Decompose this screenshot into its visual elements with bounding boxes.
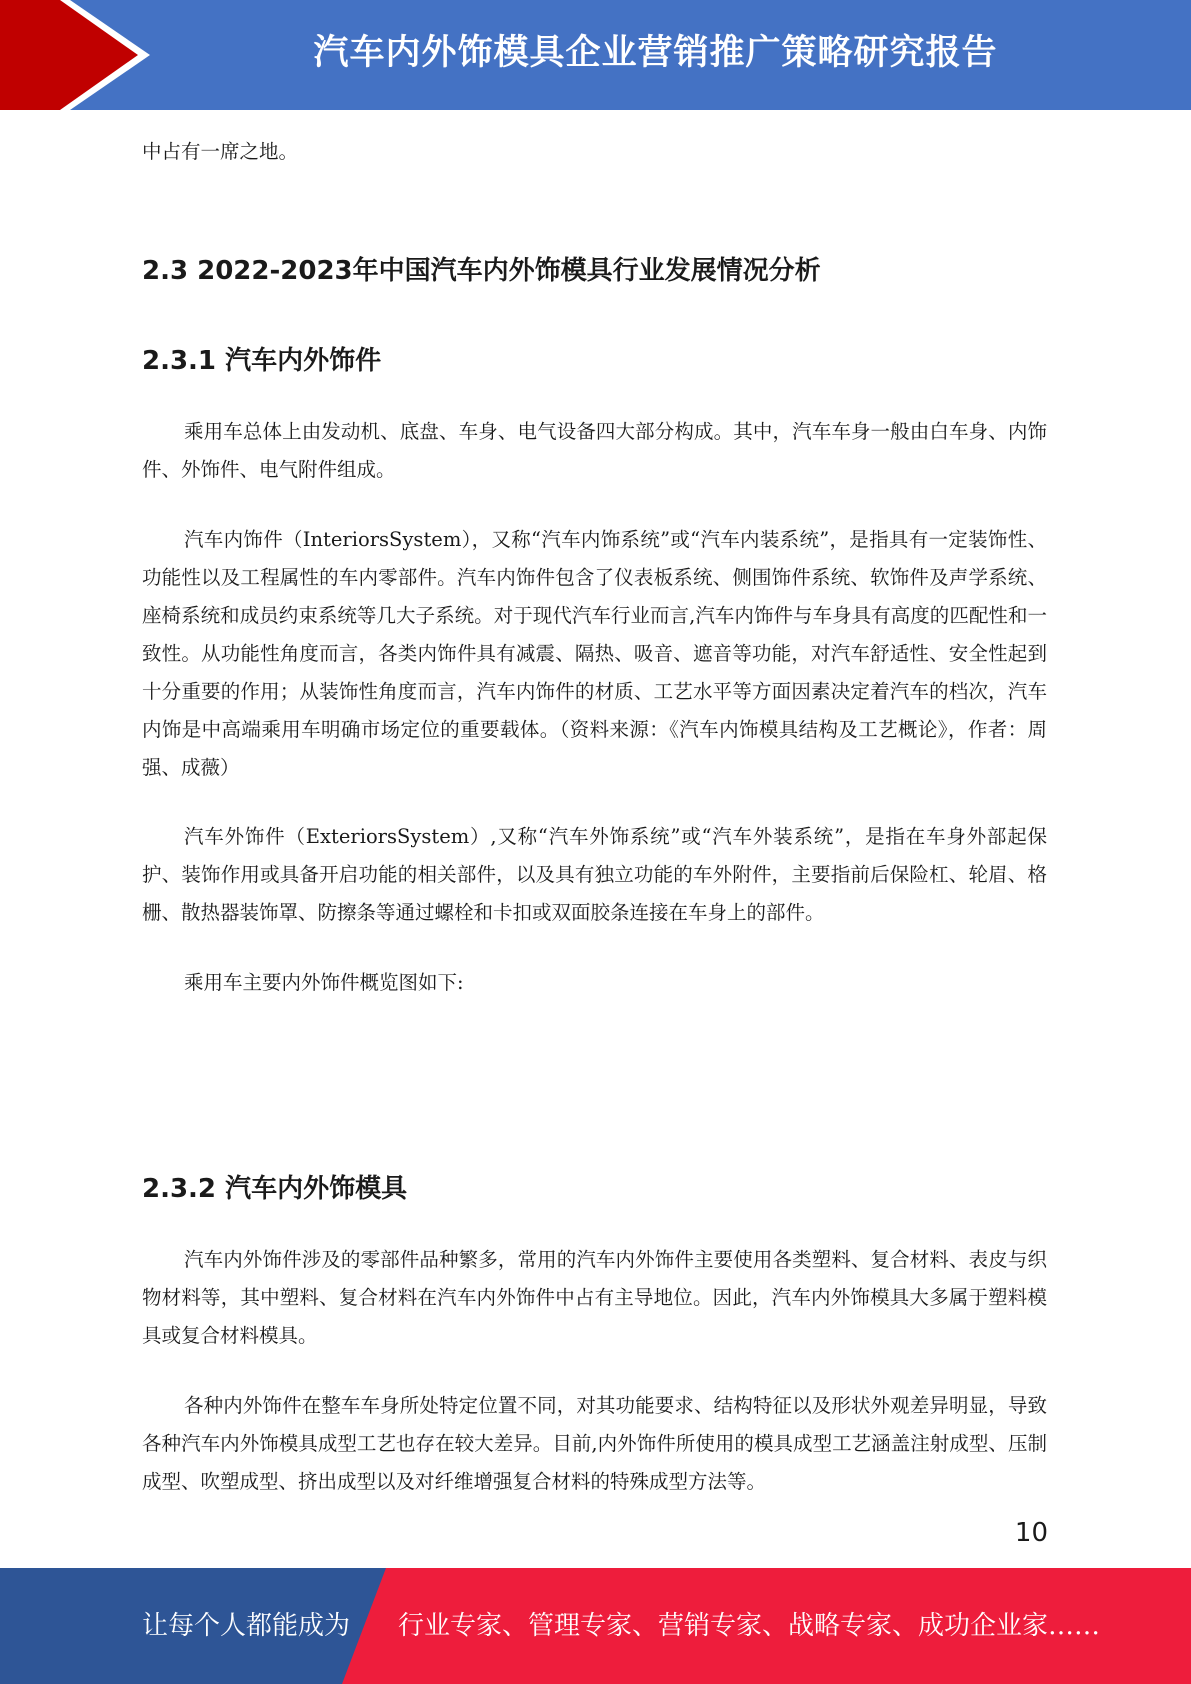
header-chevron xyxy=(0,0,138,110)
paragraph-overview-intro: 乘用车主要内外饰件概览图如下: xyxy=(184,971,464,994)
footer-slogan-left: 让每个人都能成为 xyxy=(142,1611,351,1641)
paragraph-mold-processes: 各种内外饰件在整车车身所处特定位置不同，对其功能要求、结构特征以及形状外观差异明显，导致各种汽车内外饰模具成型工艺也存在较大差异。目前,内外饰件所使用的模具成型工艺涵盖注射成型、压制成型、吹塑成型、挤出成型以及对纤维增强复合材料的特殊成型方法等。 xyxy=(142,1394,1047,1493)
section-heading-2-3-1: 2.3.1 汽车内外饰件 xyxy=(142,346,382,376)
report-title: 汽车内外饰模具企业营销推广策略研究报告 xyxy=(313,33,998,73)
footer-slogan-right: 行业专家、管理专家、营销专家、战略专家、成功企业家…… xyxy=(398,1611,1101,1641)
section-heading-2-3-2: 2.3.2 汽车内外饰模具 xyxy=(142,1174,408,1204)
paragraph-interiors-system: 汽车内饰件（InteriorsSystem），又称“汽车内饰系统”或“汽车内装系统”，是指具有一定装饰性、功能性以及工程属性的车内零部件。汽车内饰件包含了仪表板系统、侧围饰件系统、软饰件及声学系统、座椅系统和成员约束系统等几大子系统。对于现代汽车行业而言,汽车内饰件与车身具有高度的匹配性和一致性。从功能性角度而言，各类内饰件具有减震、隔热、吸音、遮音等功能，对汽车舒适性、安全性起到十分重要的作用；从装饰性角度而言，汽车内饰件的材质、工艺水平等方面因素决定着汽车的档次，汽车内饰是中高端乘用车明确市场定位的重要载体。（资料来源：《汽车内饰模具结构及工艺概论》，作者：周强、成薇） xyxy=(142,528,1047,779)
paragraph-vehicle-composition: 乘用车总体上由发动机、底盘、车身、电气设备四大部分构成。其中，汽车车身一般由白车身、内饰件、外饰件、电气附件组成。 xyxy=(142,420,1047,481)
paragraph-continuation: 中占有一席之地。 xyxy=(142,140,299,163)
page-footer xyxy=(0,1568,1191,1684)
section-heading-2-3: 2.3 2022-2023年中国汽车内外饰模具行业发展情况分析 xyxy=(142,256,821,286)
page-header xyxy=(0,0,1191,110)
paragraph-mold-materials: 汽车内外饰件涉及的零部件品种繁多，常用的汽车内外饰件主要使用各类塑料、复合材料、表皮与织物材料等，其中塑料、复合材料在汽车内外饰件中占有主导地位。因此，汽车内外饰模具大多属于塑料模具或复合材料模具。 xyxy=(142,1248,1047,1347)
paragraph-exteriors-system: 汽车外饰件（ExteriorsSystem）,又称“汽车外饰系统”或“汽车外装系统”，是指在车身外部起保护、装饰作用或具备开启功能的相关部件，以及具有独立功能的车外附件，主要指前后保险杠、轮眉、格栅、散热器装饰罩、防擦条等通过螺栓和卡扣或双面胶条连接在车身上的部件。 xyxy=(142,825,1047,924)
page-number: 10 xyxy=(1014,1518,1048,1548)
